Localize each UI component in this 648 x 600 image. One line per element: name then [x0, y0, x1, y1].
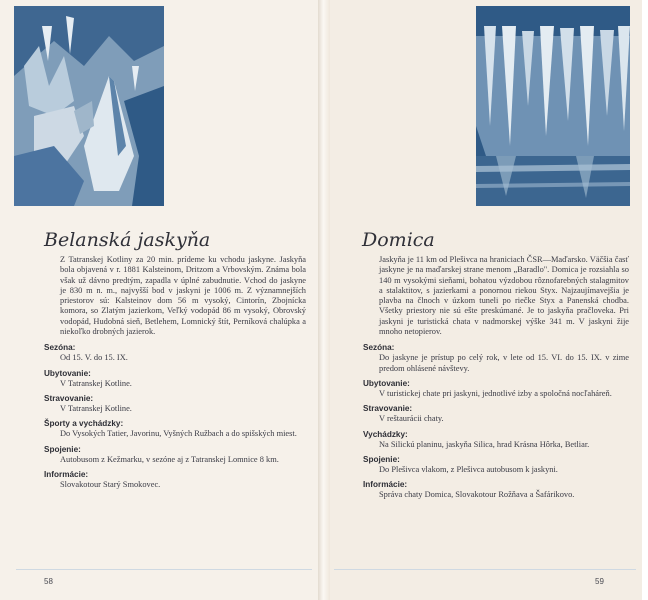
section-heading: Ubytovanie:	[363, 378, 410, 388]
info-section-information	[44, 470, 306, 490]
section-body: Do jaskyne je prístup po celý rok, v lete od 15. VI. do 15. IX. v zime predom ohlásené návštevy.	[379, 353, 629, 373]
section-body: V Tatranskej Kotline.	[60, 403, 132, 413]
info-section-accommodation	[44, 369, 306, 389]
section-heading: Športy a vychádzky:	[44, 419, 124, 429]
section-heading: Stravovanie:	[363, 404, 413, 414]
info-section-accommodation	[363, 379, 629, 399]
page-number: 59	[595, 577, 604, 586]
section-heading: Spojenie:	[44, 444, 81, 454]
intro-paragraph: Jaskyňa je 11 km od Plešivca na hraniciach ČSR—Maďarsko. Väčšia časť jaskyne je na maďarskej strane menom „Baradlo". Domica je rozsiahla so 140 m vysokými sieňami, bohatou výzdobou rôznofarebných stalagmitov a stalaktitov, s jazierkami a ponornou riekou Styx. Najzaujímavejšia je plavba na člnoch v úzkom tuneli po riečke Styx a Panenská chodba. Všetky priestory nie sú ešte preskúmané. Je to jaskyňa pračloveka. Pri jaskyni je turistická chata v nadmorskej výške 341 m. V jaskyni žije mnoho netopierov.	[379, 255, 629, 337]
section-heading: Informácie:	[363, 480, 408, 490]
section-heading: Sezóna:	[363, 343, 395, 353]
info-section-season	[363, 343, 629, 374]
info-section-connection	[44, 445, 306, 465]
intro-paragraph: Z Tatranskej Kotliny za 20 min. prídeme ku vchodu jaskyne. Jaskyňa bola objavená v r. 1881 Kalsteinom, Dritzom a Vrbovským. Známa bola však už dávno predtým, zapadla v úplné zabudnutie. Vchod do jaskyne je 830 m n. m., najvyšší bod v jaskyni je 1006 m. Z významnejších priestorov sú: Kalsteinov dom 56 m vysoký, Cintorín, Zbojnícka komora, so Zlatým jazierkom, Veľký vodopád 86 m vysoký, Obrovský vodopád, Hudobná sieň, Betlehem, Lomnický štít, Perníková chalúpka a niekoľko drobných jazierok.	[60, 255, 306, 337]
section-body: Slovakotour Starý Smokovec.	[60, 479, 161, 489]
info-section-sports	[44, 419, 306, 439]
info-section-trips	[363, 430, 629, 450]
left-text-column	[44, 255, 306, 490]
section-heading: Spojenie:	[363, 454, 400, 464]
page-title-belanska: Belanská jaskyňa	[44, 229, 211, 251]
section-body: V turistickej chate pri jaskyni, jednotlivé izby a spoločná nocľaháreň.	[379, 388, 612, 398]
page-number: 58	[44, 577, 53, 586]
section-body: Od 15. V. do 15. IX.	[60, 353, 128, 363]
section-body: Na Silickú planinu, jaskyňa Silica, hrad Krásna Hôrka, Betliar.	[379, 439, 590, 449]
section-heading: Vychádzky:	[363, 429, 408, 439]
section-heading: Ubytovanie:	[44, 368, 91, 378]
info-section-dining	[44, 394, 306, 414]
bottom-rule	[334, 569, 636, 570]
section-body: Autobusom z Kežmarku, v sezóne aj z Tatranskej Lomnice 8 km.	[60, 454, 279, 464]
section-body: V reštaurácii chaty.	[379, 414, 444, 424]
info-section-connection	[363, 455, 629, 475]
bottom-rule	[16, 569, 312, 570]
info-section-information	[363, 480, 629, 500]
section-body: V Tatranskej Kotline.	[60, 378, 132, 388]
section-body: Správa chaty Domica, Slovakotour Rožňava a Šafárikovo.	[379, 490, 575, 500]
right-text-column	[363, 255, 629, 500]
section-body: Do Vysokých Tatier, Javorinu, Vyšných Ružbach a do spišských miest.	[60, 429, 297, 439]
domica-cave-illustration	[476, 6, 630, 206]
section-heading: Informácie:	[44, 469, 89, 479]
info-section-dining	[363, 404, 629, 424]
belanska-cave-illustration	[14, 6, 164, 206]
section-heading: Sezóna:	[44, 343, 76, 353]
left-page	[0, 0, 318, 600]
page-title-domica: Domica	[362, 229, 435, 251]
section-body: Do Plešivca vlakom, z Plešivca autobusom k jaskyni.	[379, 464, 558, 474]
info-section-season	[44, 343, 306, 363]
book-gutter	[318, 0, 330, 600]
section-heading: Stravovanie:	[44, 393, 94, 403]
